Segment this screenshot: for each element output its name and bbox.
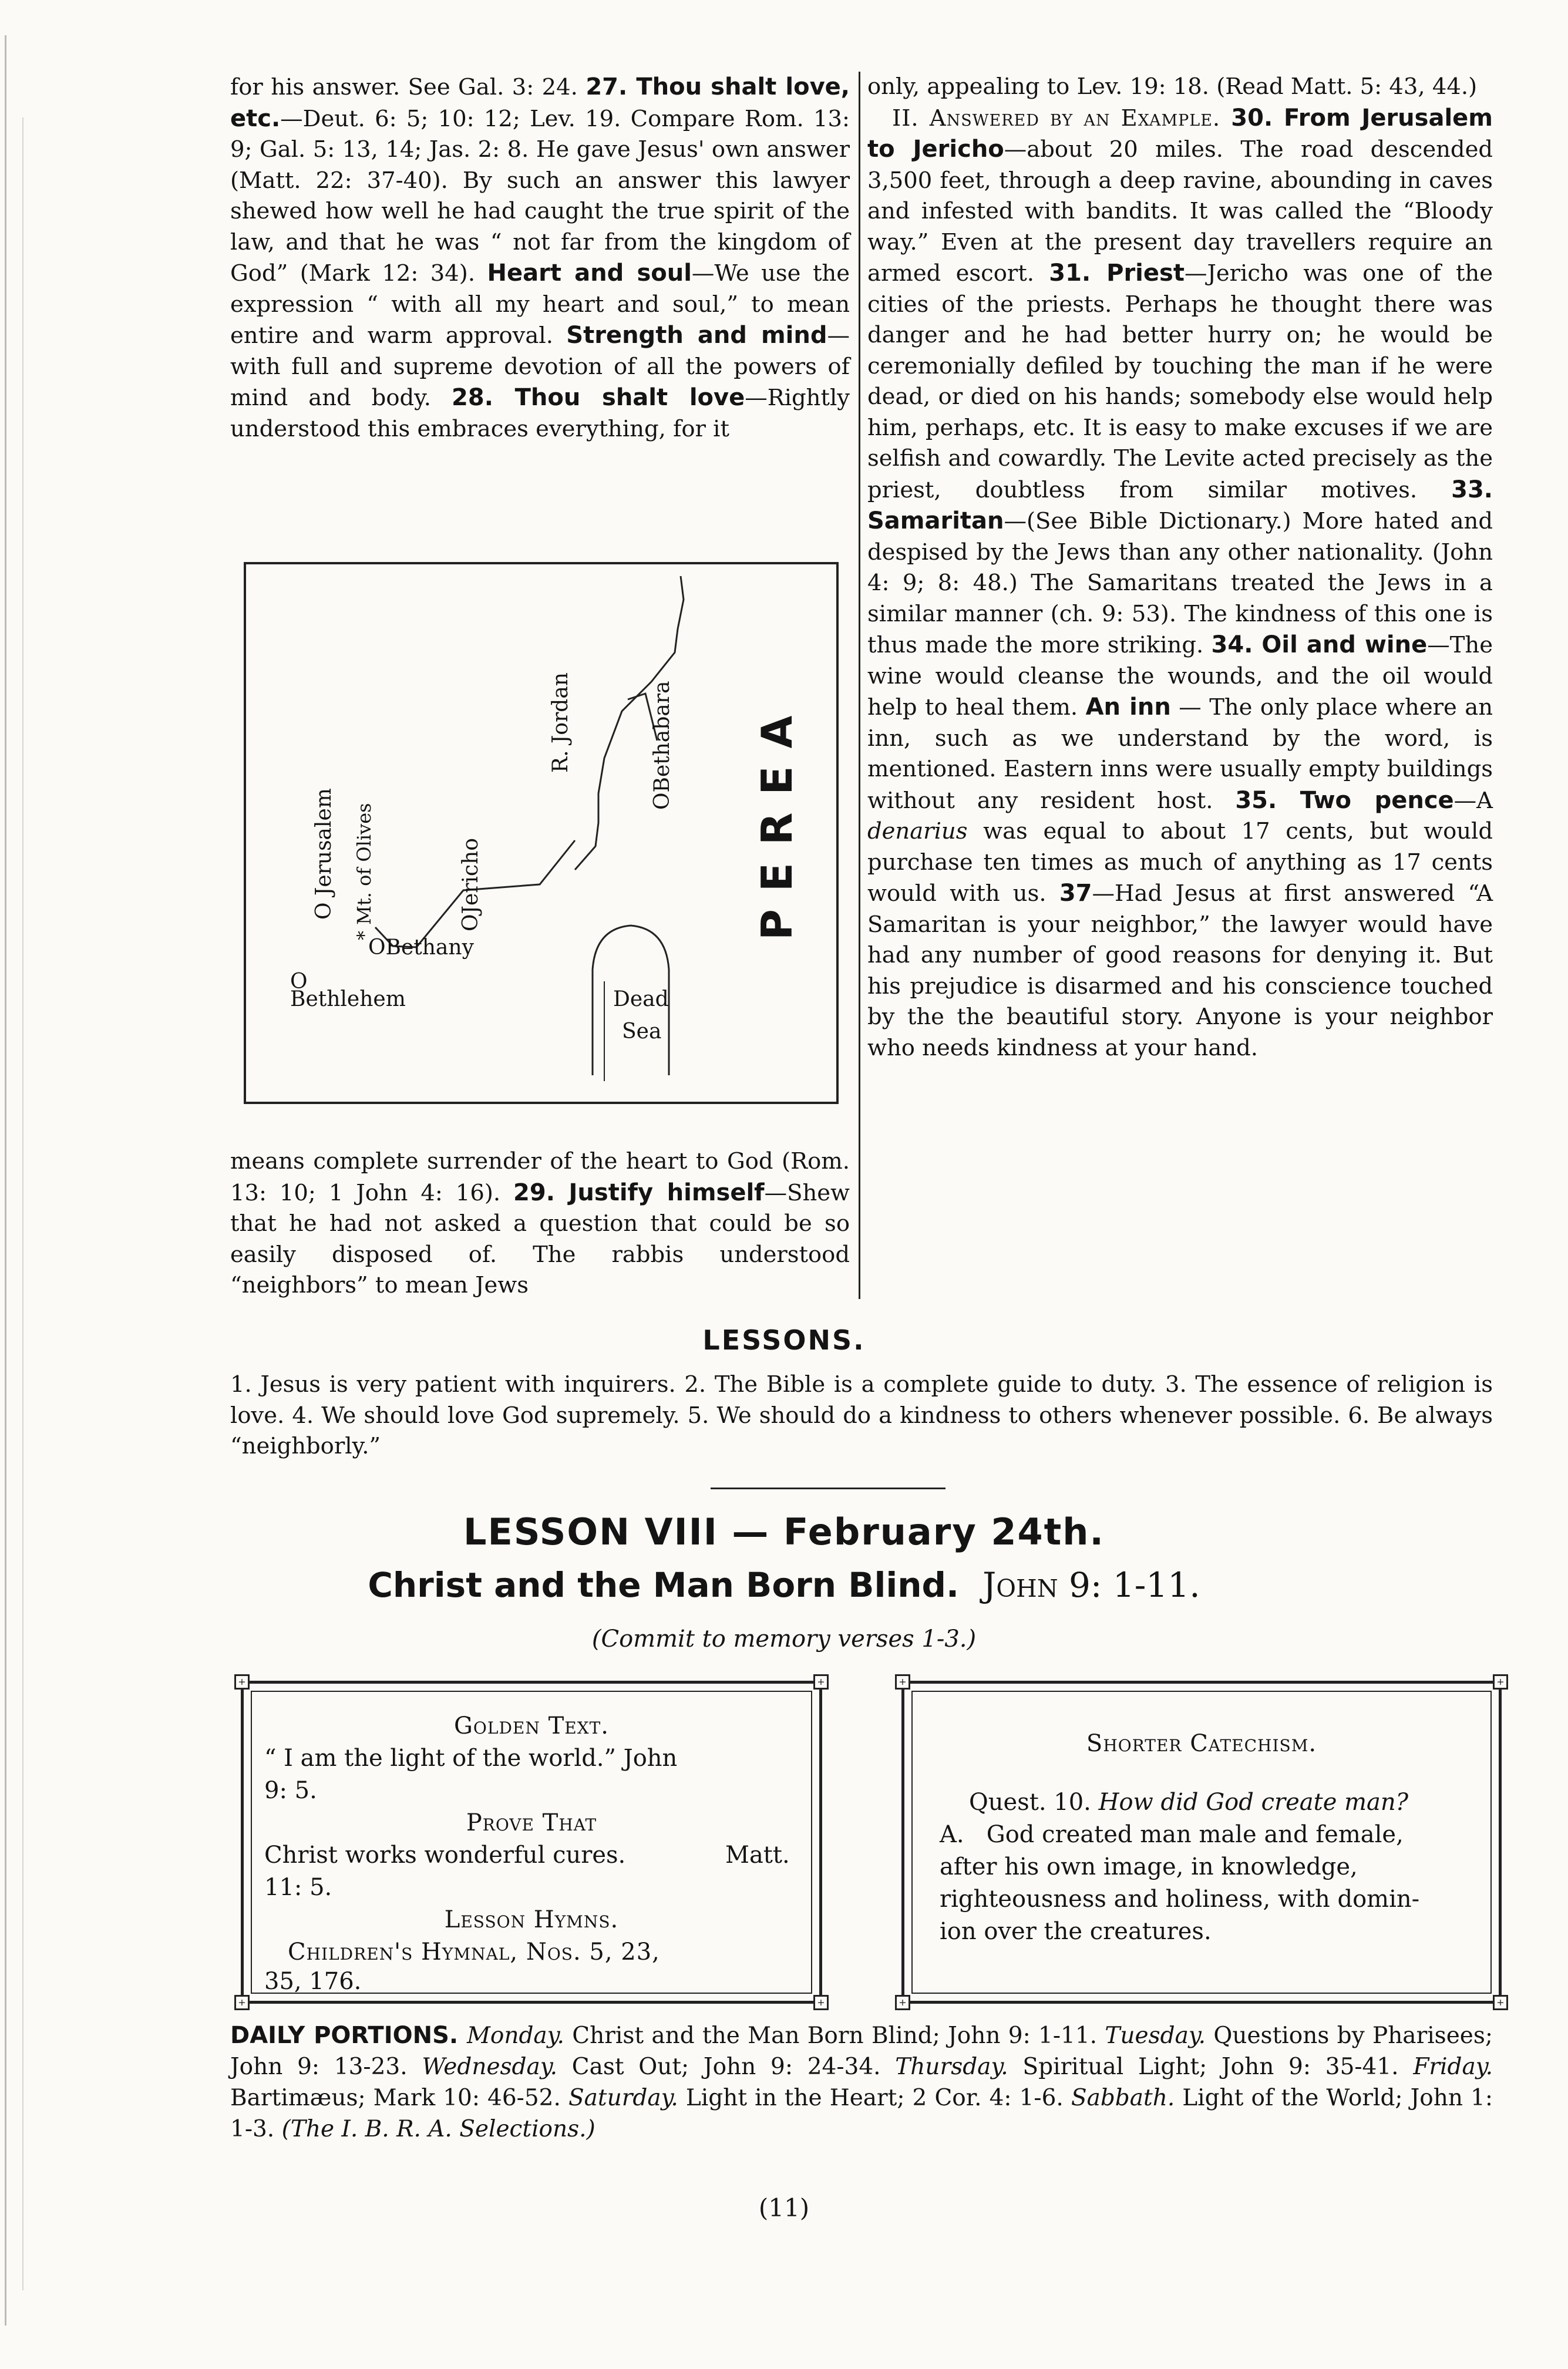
text-run: —Deut. 6: 5; 10: 12; Lev. 19. Compare Rom. 13: 9; Gal. 5: 13, 14; Jas. 2: 8. He gave Jesus' own answer (Matt. 22: 37-40). By such an answer this lawyer shewed how well he had caught the true spirit of the law, and that he was “ not far from the kingdom of God” (Mark 12: 34). — [230, 105, 850, 287]
text-run: for his answer. See Gal. 3: 24. — [230, 74, 586, 100]
paragraph — [230, 1146, 850, 1301]
left-column-bottom — [230, 1146, 850, 1301]
box-corner-ornament: + — [234, 1995, 250, 2010]
bold-run: 30. From Jerusalem to Jericho — [867, 104, 1493, 163]
lesson-reference: John 9: 1-11. — [982, 1565, 1200, 1605]
lessons-heading: LESSONS. — [702, 1324, 866, 1356]
italic-run: Thursday. — [895, 2054, 1008, 2080]
box-corner-ornament: + — [895, 1674, 910, 1690]
lessons-text: 1. Jesus is very patient with inquirers. 2. The Bible is a complete guide to duty. 3. The essence of religion is love. 4. We should love God supremely. 5. We should do a kindness to others whenever possible. 6. Be always “neighborly.” — [230, 1371, 1493, 1459]
italic-run: (The I. B. R. A. Selections.) — [281, 2116, 595, 2142]
bold-run: 34. Oil and wine — [1211, 631, 1428, 658]
page-number: (11) — [758, 2193, 810, 2222]
text-run: —with full and supreme devotion of all the powers of mind and body. — [230, 322, 850, 411]
lesson-hymns-line-1: Children's Hymnal, Nos. 5, 23, — [288, 1939, 660, 1966]
box-corner-ornament: + — [1493, 1995, 1508, 2010]
bold-run: 31. Priest — [1049, 260, 1185, 287]
catechism-answer-line-1 — [940, 1819, 1404, 1850]
bold-run: 35. Two pence — [1235, 786, 1454, 814]
shorter-catechism-box — [899, 1676, 1505, 2008]
prove-that-line-2: 11: 5. — [264, 1874, 332, 1901]
paragraph — [867, 103, 1493, 1064]
answer-label: A. — [940, 1821, 964, 1848]
paragraph — [230, 72, 850, 445]
golden-text-line-1: “ I am the light of the world.” John — [264, 1745, 678, 1772]
prove-that-ref: Matt. — [725, 1842, 790, 1869]
lesson-hymns-line-2: 35, 176. — [264, 1968, 362, 1995]
text-run: Spiritual Light; John 9: 35-41. — [1008, 2054, 1414, 2080]
text-run: —A — [1453, 787, 1493, 814]
lesson-subtitle — [0, 1565, 1568, 1605]
label-bethabara: OBethabara — [650, 681, 674, 810]
smallcaps-run: II. Answered by an Example. — [892, 105, 1231, 132]
text-run: was equal to about 17 cents, but would purchase ten times as much of anything as 17 cents would with us. — [867, 818, 1493, 907]
answer-text-1: God created man male and female, — [986, 1821, 1404, 1848]
text-run: Light in the Heart; 2 Cor. 4: 1-6. — [678, 2085, 1071, 2111]
bold-run: 27. Thou shalt love, etc. — [230, 73, 850, 132]
lesson-subtitle-text: Christ and the Man Born Blind. — [368, 1565, 960, 1605]
label-jordan: R. Jordan — [549, 672, 573, 773]
box-corner-ornament: + — [813, 1995, 829, 2010]
catechism-answer-line-3: righteousness and holiness, with domin- — [940, 1886, 1420, 1913]
box-corner-ornament: + — [234, 1674, 250, 1690]
bold-run: 37 — [1059, 880, 1092, 907]
label-bethlehem-marker: O — [290, 970, 308, 994]
label-dead: Dead — [613, 987, 669, 1011]
box-corner-ornament: + — [813, 1674, 829, 1690]
bold-run: An inn — [1085, 694, 1171, 721]
label-sea: Sea — [622, 1019, 662, 1044]
golden-text-line-2: 9: 5. — [264, 1777, 317, 1804]
golden-text-box — [238, 1676, 825, 2008]
left-column-top — [230, 72, 850, 445]
italic-run: Saturday. — [568, 2085, 678, 2111]
column-divider — [859, 72, 860, 1299]
daily-portions — [230, 2020, 1493, 2145]
question-label: Quest. 10. — [969, 1789, 1091, 1816]
box-corner-ornament: + — [895, 1995, 910, 2010]
text-run: —Jericho was one of the cities of the priests. Perhaps he thought there was danger and he had better hurry on; he would be ceremonially defiled by touching the man if he were dead, or died on his hands; somebody else would help him, perhaps, etc. It is easy to make excuses if we are selfish and cowardly. The Levite acted precisely as the priest, doubtless from similar motives. — [867, 260, 1493, 503]
golden-text-heading: Golden Text. — [453, 1712, 610, 1739]
text-run: —(See Bible Dictionary.) More hated and despised by the Jews than any other nationality. (John 4: 9; 8: 48.) The Samaritans treated the Jews in a similar manner (ch. 9: 53). The kindness of this one is thus made the more striking. — [867, 508, 1493, 658]
map-jerusalem-to-jericho — [244, 562, 839, 1104]
text-run: —Shew that he had not asked a question that could be so easily disposed of. The rabbis understood “neighbors” to mean Jews — [230, 1179, 850, 1298]
italic-run: Tuesday. — [1105, 2023, 1206, 2049]
prove-that-heading: Prove That — [466, 1809, 597, 1836]
italic-run: Friday. — [1413, 2054, 1493, 2080]
italic-run: denarius — [867, 818, 968, 844]
lesson-title: LESSON VIII — February 24th. — [463, 1510, 1105, 1553]
bold-run: Heart and soul — [487, 260, 692, 287]
text-run: Questions by Pharisees; John 9: 13-23. — [230, 2023, 1493, 2080]
text-run: —Had Jesus at first answered “A Samaritan is your neighbor,” the lawyer would have had any number of good reasons for denying it. But his prejudice is disarmed and his conscience touched by the the beautiful story. Anyone is your neighbor who needs kindness at your hand. — [867, 880, 1493, 1061]
commit-to-memory: (Commit to memory verses 1-3.) — [591, 1626, 977, 1653]
box-corner-ornament: + — [1493, 1674, 1508, 1690]
text-run: only, appealing to Lev. 19: 18. (Read Matt. 5: 43, 44.) — [867, 73, 1478, 100]
label-perea: PEREA — [752, 698, 802, 940]
label-mt-of-olives: * Mt. of Olives — [353, 803, 375, 940]
catechism-question — [969, 1786, 1408, 1818]
text-run: —The wine would cleanse the wounds, and the oil would help to heal them. — [867, 632, 1493, 721]
italic-run: Wednesday. — [422, 2054, 558, 2080]
text-run: —Rightly understood this embraces everything, for it — [230, 385, 850, 442]
paragraph — [867, 72, 1493, 103]
bold-run: 28. Thou shalt love — [452, 384, 745, 411]
question-text: How did God create man? — [1098, 1789, 1409, 1816]
bold-run: Strength and mind — [566, 322, 827, 349]
bold-run: DAILY PORTIONS. — [230, 2022, 467, 2049]
catechism-answer-line-2: after his own image, in knowledge, — [940, 1853, 1358, 1880]
text-run: Light of the World; John 1: 1-3. — [230, 2085, 1493, 2142]
label-bethlehem: Bethlehem — [290, 987, 406, 1011]
label-jerusalem: O Jerusalem — [312, 788, 336, 920]
label-bethany: OBethany — [368, 936, 474, 960]
text-run: Bartimæus; Mark 10: 46-52. — [230, 2085, 568, 2111]
scan-edge-mark — [22, 117, 23, 2290]
italic-run: Sabbath. — [1071, 2085, 1175, 2111]
catechism-answer-line-4: ion over the creatures. — [940, 1918, 1212, 1945]
text-run: — The only place where an inn, such as we understand by the word, is mentioned. Eastern inns were usually empty buildings without any resident host. — [867, 694, 1493, 814]
right-column — [867, 72, 1493, 1064]
bold-run: 33. Samaritan — [867, 476, 1493, 534]
prove-that-line-1: Christ works wonderful cures. — [264, 1842, 626, 1869]
text-run: —about 20 miles. The road descended 3,500 feet, through a deep ravine, abounding in caves and infested with bandits. It was called the “Bloody way.” Even at the present day travellers require an armed escort. — [867, 136, 1493, 287]
text-run: Cast Out; John 9: 24-34. — [557, 2054, 896, 2080]
scan-edge-mark — [5, 35, 6, 2326]
text-run: means complete surrender of the heart to God (Rom. 13: 10; 1 John 4: 16). — [230, 1148, 850, 1206]
italic-run: Monday. — [466, 2023, 564, 2049]
text-run: Christ and the Man Born Blind; John 9: 1-11. — [564, 2023, 1105, 2049]
text-run: —We use the expression “ with all my heart and soul,” to mean entire and warm approval. — [230, 260, 850, 349]
label-jericho: OJericho — [459, 838, 483, 931]
bold-run: 29. Justify himself — [513, 1179, 765, 1206]
lesson-hymns-heading: Lesson Hymns. — [444, 1906, 619, 1933]
section-divider — [711, 1488, 945, 1489]
catechism-heading: Shorter Catechism. — [1086, 1730, 1317, 1757]
